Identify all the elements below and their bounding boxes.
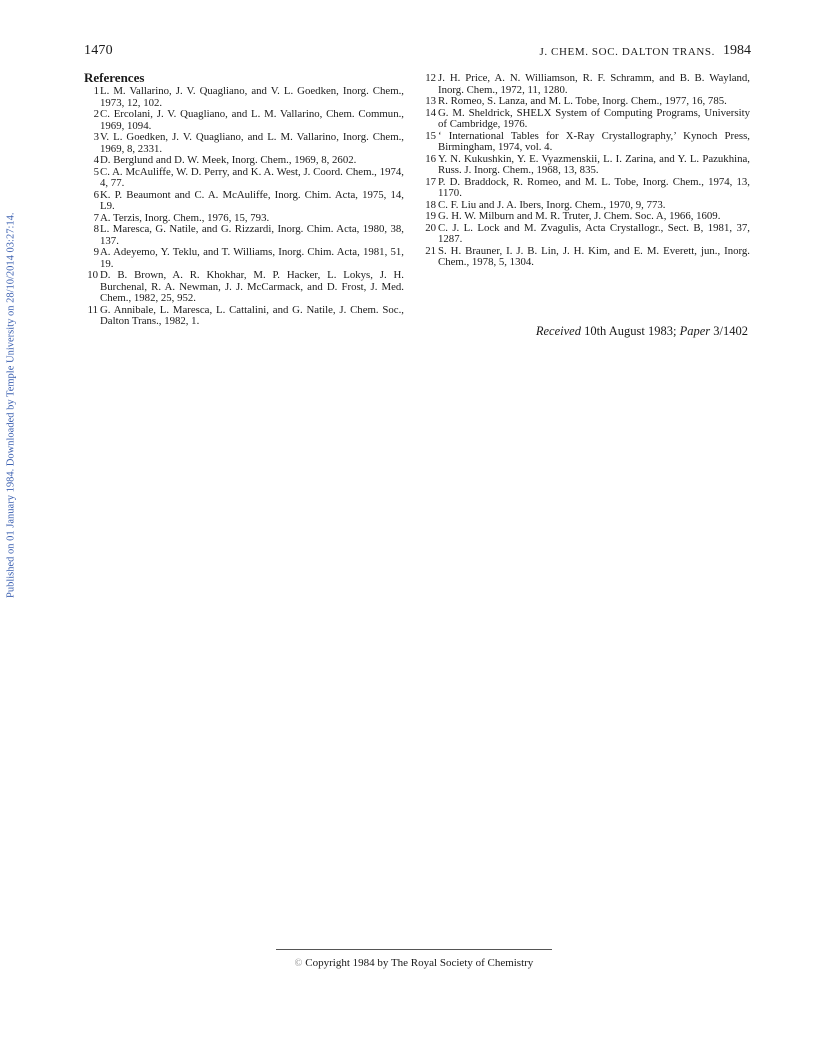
reference-item: 13 R. Romeo, S. Lanza, and M. L. Tobe, Inorg. Chem., 1977, 16, 785. <box>425 95 727 107</box>
page-number: 1470 <box>84 43 113 58</box>
received-label: Received <box>535 324 581 338</box>
reference-item: 9 A. Adeyemo, Y. Teklu, and T. Williams, Inorg. Chim. Acta, 1981, 51, 19. <box>93 246 404 270</box>
reference-item: 1 L. M. Vallarino, J. V. Quagliano, and V. L. Goedken, Inorg. Chem., 1973, 12, 102. <box>93 85 404 109</box>
reference-item: 21 S. H. Brauner, I. J. B. Lin, J. H. Kim, and E. M. Everett, jun., Inorg. Chem., 1978, 5, 1304. <box>425 244 750 268</box>
running-head <box>539 46 715 58</box>
copyright-icon: © <box>294 958 303 969</box>
reference-item: 6 K. P. Beaumont and C. A. McAuliffe, Inorg. Chim. Acta, 1975, 14, L9. <box>93 188 404 212</box>
copyright-text: Copyright 1984 by The Royal Society of Chemistry <box>305 957 534 969</box>
reference-item: 11 G. Annibale, L. Maresca, L. Cattalini, and G. Natile, J. Chem. Soc., Dalton Trans., 1982, 1. <box>87 303 404 327</box>
received-date: 10th August 1983; <box>584 324 677 338</box>
reference-item: 20 C. J. L. Lock and M. Zvagulis, Acta Crystallogr., Sect. B, 1981, 37, 1287. <box>425 221 750 245</box>
references-left-column <box>84 86 404 328</box>
received-line <box>536 324 748 339</box>
references-right-column <box>422 73 750 269</box>
reference-item: 15 ‘ International Tables for X-Ray Crystallography,’ Kynoch Press, Birmingham, 1974, vol. 4. <box>425 129 750 153</box>
paper-number: 3/1402 <box>713 324 748 338</box>
reference-item: 19 G. H. W. Milburn and M. R. Truter, J. Chem. Soc. A, 1966, 1609. <box>425 210 721 222</box>
reference-item: 18 C. F. Liu and J. A. Ibers, Inorg. Chem., 1970, 9, 773. <box>425 198 666 211</box>
journal-name: J. CHEM. SOC. DALTON TRANS. <box>539 46 715 58</box>
reference-item: 4 D. Berglund and D. W. Meek, Inorg. Chem., 1969, 8, 2602. <box>93 154 357 166</box>
reference-item: 16 Y. N. Kukushkin, Y. E. Vyazmenskii, L. I. Zarina, and Y. L. Pazukhina, Russ. J. Inorg. Chem., 1968, 13, 835. <box>425 152 750 176</box>
running-year: 1984 <box>723 43 751 58</box>
reference-item: 17 P. D. Braddock, R. Romeo, and M. L. Tobe, Inorg. Chem., 1974, 13, 1170. <box>425 175 750 199</box>
references-heading: References <box>84 70 145 85</box>
reference-item: 7 A. Terzis, Inorg. Chem., 1976, 15, 793. <box>93 211 270 224</box>
reference-item: 3 V. L. Goedken, J. V. Quagliano, and L. M. Vallarino, Inorg. Chem., 1969, 8, 2331. <box>93 131 404 155</box>
reference-item: 14 G. M. Sheldrick, SHELX System of Computing Programs, University of Cambridge, 1976. <box>425 106 750 130</box>
copyright-footer <box>276 957 552 969</box>
paper-label: Paper <box>679 324 711 338</box>
reference-item: 8 L. Maresca, G. Natile, and G. Rizzardi, Inorg. Chim. Acta, 1980, 38, 137. <box>93 223 404 247</box>
footer-rule <box>276 949 552 950</box>
reference-item: 10 D. B. Brown, A. R. Khokhar, M. P. Hacker, L. Lokys, J. H. Burchenal, R. A. Newman, J. J. McCarmack, and D. Frost, J. Med. Chem., 1982, 25, 952. <box>87 269 404 304</box>
reference-item: 5 C. A. McAuliffe, W. D. Perry, and K. A. West, J. Coord. Chem., 1974, 4, 77. <box>93 165 404 189</box>
reference-item: 12 J. H. Price, A. N. Williamson, R. F. Schramm, and B. B. Wayland, Inorg. Chem., 1972, 11, 1280. <box>425 72 750 96</box>
download-watermark: Published on 01 January 1984. Downloaded by Temple University on 28/10/2014 03:27:14. <box>5 212 17 598</box>
reference-item: 2 C. Ercolani, J. V. Quagliano, and L. M. Vallarino, Chem. Commun., 1969, 1094. <box>93 108 404 132</box>
